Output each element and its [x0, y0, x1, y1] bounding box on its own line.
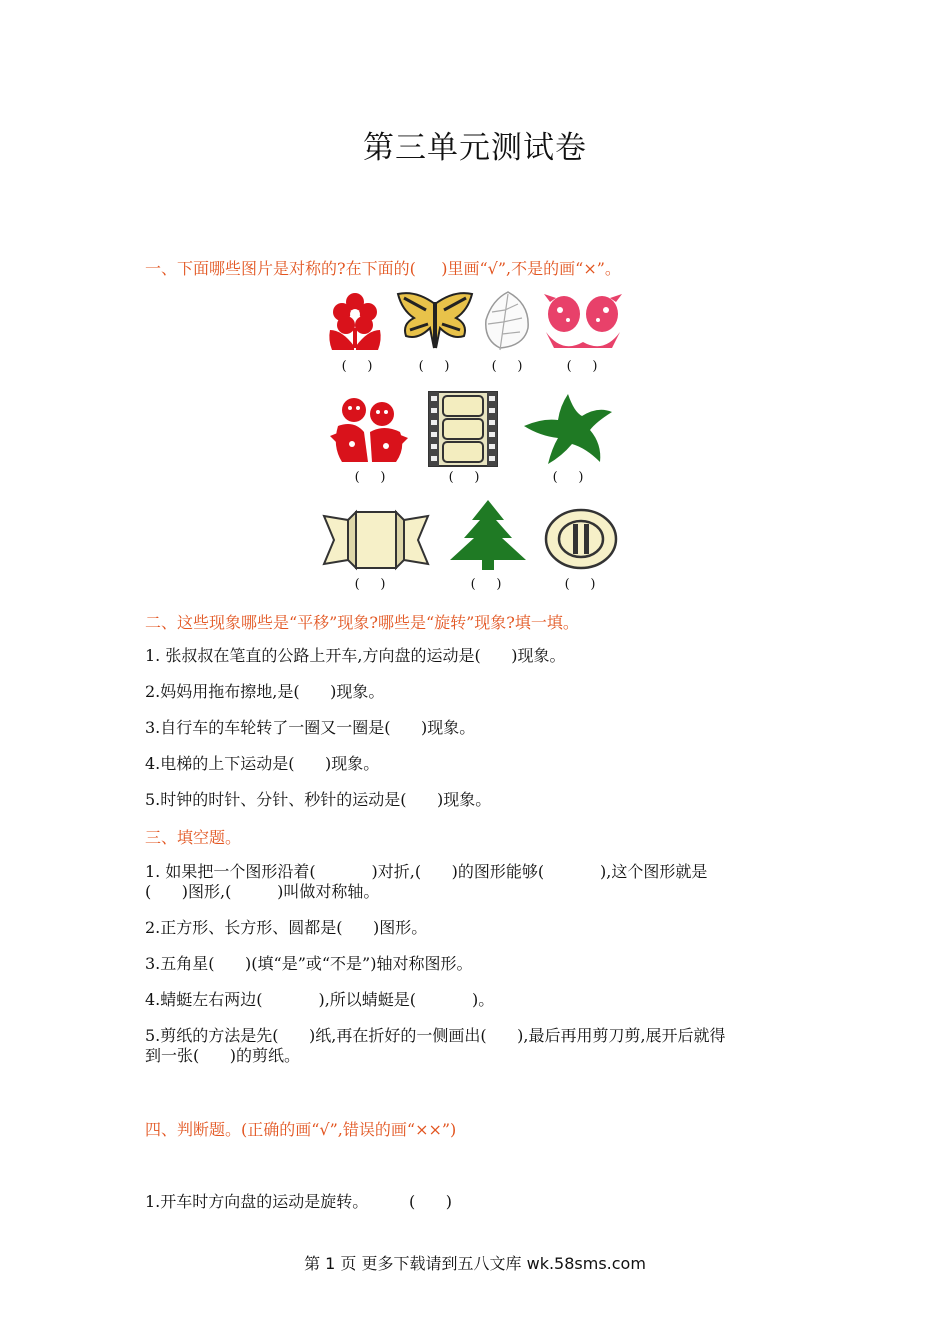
question-item: 4.蜻蜓左右两边( ),所以蜻蜓是( )。: [145, 990, 495, 1009]
star-leaf-icon: [522, 392, 614, 466]
section-4-heading: 四、判断题。(正确的画“√”,错误的画“××”): [145, 1120, 457, 1139]
answer-blank[interactable]: ( ): [354, 577, 386, 592]
ribbon-banner-icon: [322, 510, 430, 570]
twins-papercut-icon: [328, 392, 410, 466]
question-item: 5.时钟的时针、分针、秒针的运动是( )现象。: [145, 790, 492, 809]
answer-blank[interactable]: ( ): [564, 577, 596, 592]
answer-blank[interactable]: ( ): [354, 470, 386, 485]
question-item: 3.自行车的车轮转了一圈又一圈是( )现象。: [145, 718, 476, 737]
answer-blank[interactable]: ( ): [418, 359, 450, 374]
page-footer: 第 1 页 更多下载请到五八文库 wk.58sms.com: [304, 1254, 646, 1273]
butterfly-icon: [396, 290, 474, 354]
flower-icon: [322, 292, 388, 354]
fish-papercut-icon: [542, 292, 624, 354]
answer-blank[interactable]: ( ): [552, 470, 584, 485]
answer-blank[interactable]: ( ): [448, 470, 480, 485]
question-item: 5.剪纸的方法是先( )纸,再在折好的一侧画出( ),最后再用剪刀剪,展开后就得: [145, 1026, 726, 1045]
answer-blank[interactable]: ( ): [341, 359, 373, 374]
answer-blank[interactable]: ( ): [491, 359, 523, 374]
film-strip-icon: [428, 391, 498, 467]
question-item: 1.开车时方向盘的运动是旋转。 ( ): [145, 1192, 452, 1211]
answer-blank[interactable]: ( ): [566, 359, 598, 374]
question-item: 1. 如果把一个图形沿着( )对折,( )的图形能够( ),这个图形就是: [145, 862, 708, 881]
leaf-icon: [478, 290, 534, 354]
section-2-heading: 二、这些现象哪些是“平移”现象?哪些是“旋转”现象?填一填。: [145, 613, 579, 632]
question-item: 3.五角星( )(填“是”或“不是”)轴对称图形。: [145, 954, 473, 973]
pine-tree-icon: [446, 498, 530, 572]
page-title: 第三单元测试卷: [363, 130, 587, 166]
question-item-continued: ( )图形,( )叫做对称轴。: [145, 882, 380, 901]
button-icon: [544, 508, 618, 570]
question-item: 2.妈妈用拖布擦地,是( )现象。: [145, 682, 385, 701]
question-item: 2.正方形、长方形、圆都是( )图形。: [145, 918, 428, 937]
section-1-heading: 一、下面哪些图片是对称的?在下面的( )里画“√”,不是的画“×”。: [145, 259, 621, 278]
question-item: 1. 张叔叔在笔直的公路上开车,方向盘的运动是( )现象。: [145, 646, 566, 665]
question-item-continued: 到一张( )的剪纸。: [145, 1046, 301, 1065]
answer-blank[interactable]: ( ): [470, 577, 502, 592]
section-3-heading: 三、填空题。: [145, 828, 242, 847]
question-item: 4.电梯的上下运动是( )现象。: [145, 754, 380, 773]
